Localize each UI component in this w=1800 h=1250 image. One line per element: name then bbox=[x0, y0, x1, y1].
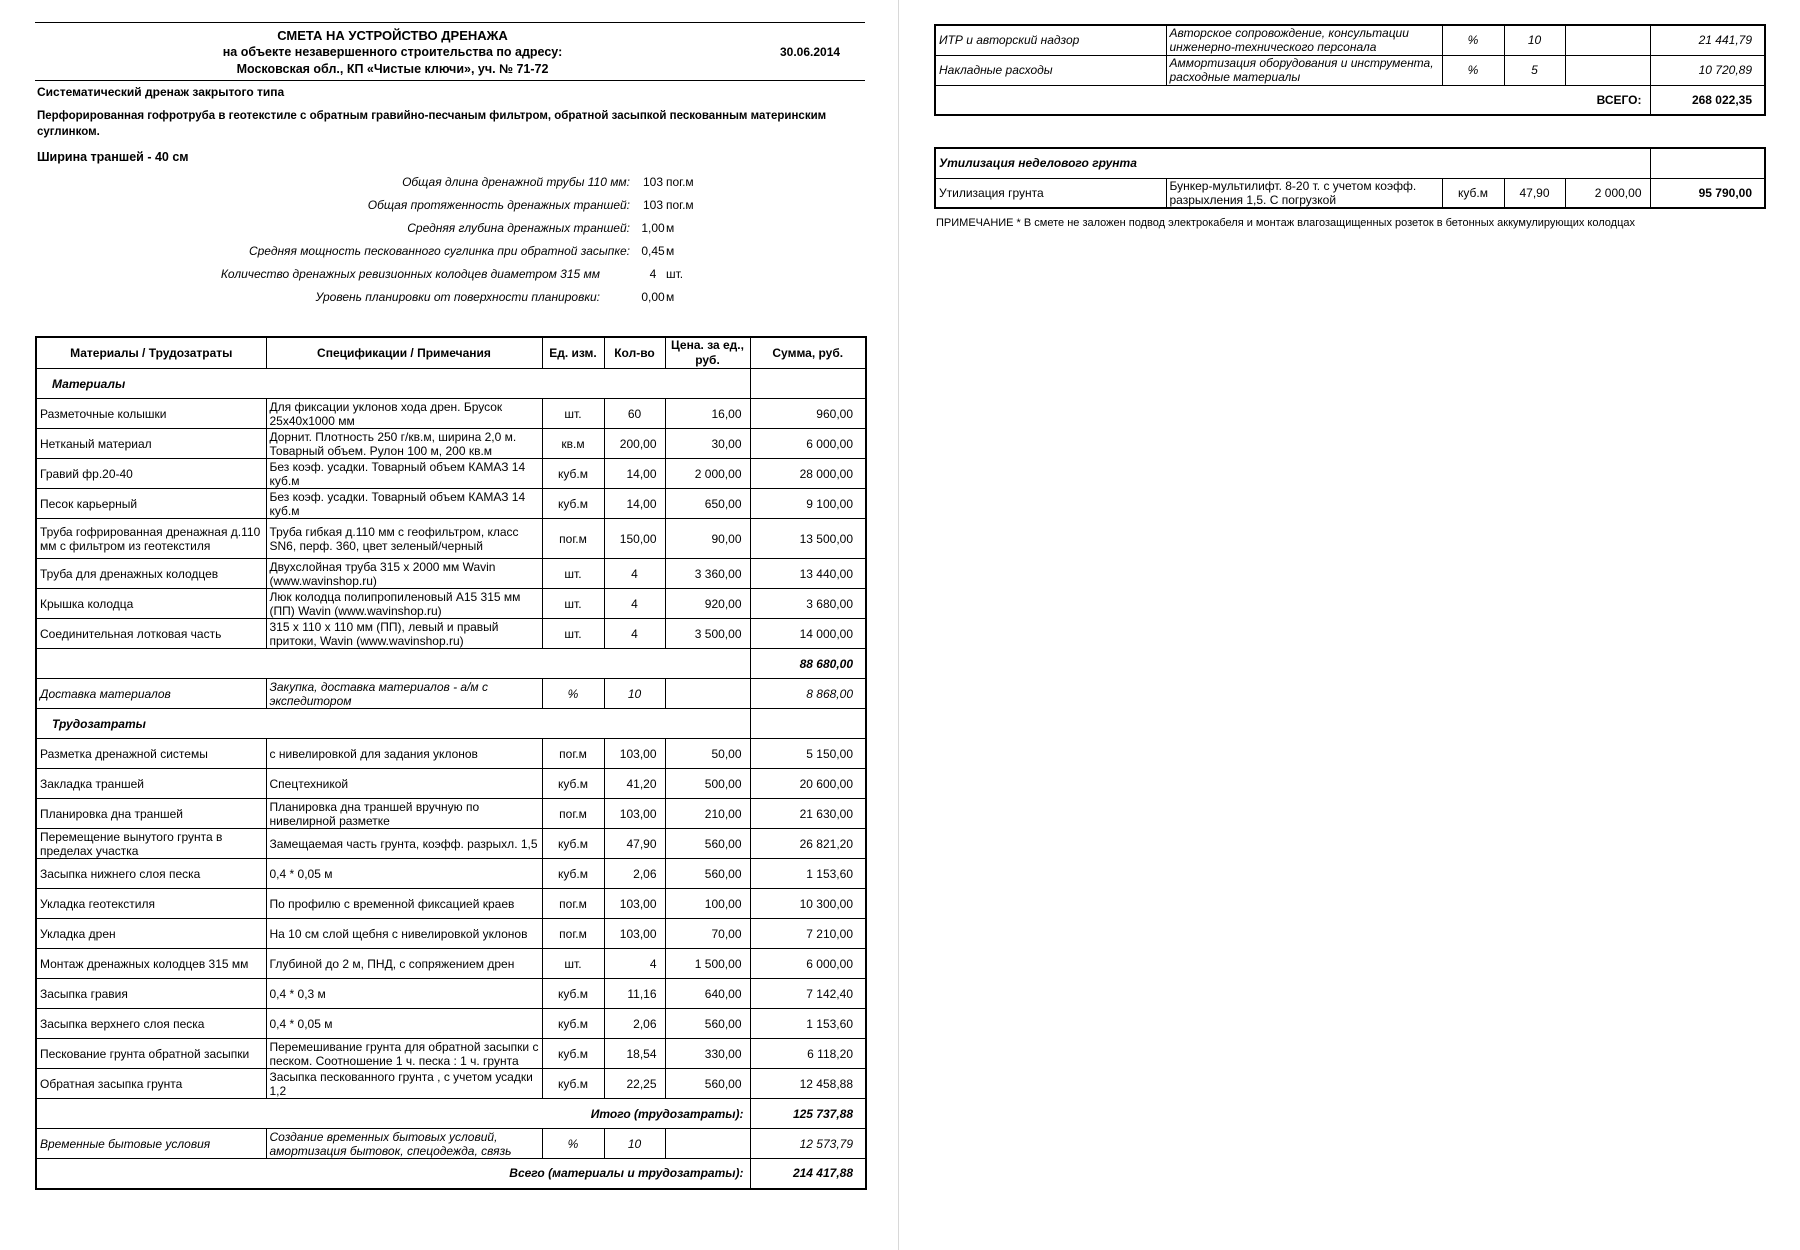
doc-address: Московская обл., КП «Чистые ключи», уч. № 71-72 bbox=[236, 62, 549, 76]
table-row bbox=[935, 55, 1765, 85]
table-row bbox=[36, 399, 866, 429]
item-name: Укладка дрен bbox=[36, 919, 266, 949]
table-row bbox=[36, 889, 866, 919]
item-qty: 22,25 bbox=[604, 1069, 665, 1099]
item-price: 560,00 bbox=[665, 1069, 750, 1099]
item-price: 100,00 bbox=[665, 889, 750, 919]
item-name: Закладка траншей bbox=[36, 769, 266, 799]
item-sum: 6 118,20 bbox=[750, 1039, 866, 1069]
item-unit: куб.м bbox=[542, 769, 604, 799]
item-qty: 103,00 bbox=[604, 889, 665, 919]
item-spec: 0,4 * 0,05 м bbox=[266, 859, 542, 889]
item-unit: % bbox=[1442, 55, 1504, 85]
section-row-materials bbox=[36, 369, 866, 399]
item-price: 30,00 bbox=[665, 429, 750, 459]
labor-total-label: Итого (трудозатраты): bbox=[36, 1099, 750, 1129]
item-name: Временные бытовые условия bbox=[36, 1129, 266, 1159]
table-row bbox=[36, 489, 866, 519]
item-qty: 47,90 bbox=[604, 829, 665, 859]
table-row bbox=[36, 859, 866, 889]
item-sum: 20 600,00 bbox=[750, 769, 866, 799]
temp-conditions-row bbox=[36, 1129, 866, 1159]
item-sum: 6 000,00 bbox=[750, 949, 866, 979]
param-label: Количество дренажных ревизионных колодцев диаметром 315 мм bbox=[220, 267, 600, 281]
param-row bbox=[35, 241, 630, 261]
item-sum: 960,00 bbox=[750, 399, 866, 429]
item-qty: 41,20 bbox=[604, 769, 665, 799]
table-row bbox=[36, 429, 866, 459]
item-name: Труба гофрированная дренажная д.110 мм с фильтром из геотекстиля bbox=[36, 519, 266, 559]
overhead-table bbox=[934, 24, 1766, 116]
item-unit: куб.м bbox=[542, 459, 604, 489]
item-price: 90,00 bbox=[665, 519, 750, 559]
table-row bbox=[36, 769, 866, 799]
item-name: Гравий фр.20-40 bbox=[36, 459, 266, 489]
item-qty: 47,90 bbox=[1504, 178, 1565, 208]
item-unit: шт. bbox=[542, 399, 604, 429]
item-sum: 28 000,00 bbox=[750, 459, 866, 489]
item-price: 560,00 bbox=[665, 1009, 750, 1039]
item-spec: Без коэф. усадки. Товарный объем КАМАЗ 14 куб.м bbox=[266, 459, 542, 489]
item-spec: Дорнит. Плотность 250 г/кв.м, ширина 2,0 м. Товарный объем. Рулон 100 м, 200 кв.м bbox=[266, 429, 542, 459]
estimate-page-1 bbox=[0, 0, 899, 1250]
col-header-item: Материалы / Трудозатраты bbox=[36, 337, 266, 369]
table-row bbox=[36, 1069, 866, 1099]
item-sum: 21 630,00 bbox=[750, 799, 866, 829]
item-spec: Замещаемая часть грунта, коэфф. разрыхл. 1,5 bbox=[266, 829, 542, 859]
param-label: Общая протяженность дренажных траншей: bbox=[367, 198, 630, 212]
item-sum: 3 680,00 bbox=[750, 589, 866, 619]
item-spec: По профилю с временной фиксацией краев bbox=[266, 889, 542, 919]
item-unit: куб.м bbox=[542, 489, 604, 519]
item-spec: Люк колодца полипропиленовый А15 315 мм (ПП) Wavin (www.wavinshop.ru) bbox=[266, 589, 542, 619]
labor-total-row bbox=[36, 1099, 866, 1129]
empty-cell bbox=[1650, 148, 1765, 178]
item-sum: 7 210,00 bbox=[750, 919, 866, 949]
item-unit: шт. bbox=[542, 589, 604, 619]
item-price: 640,00 bbox=[665, 979, 750, 1009]
item-unit: пог.м bbox=[542, 519, 604, 559]
item-unit: % bbox=[542, 679, 604, 709]
item-sum: 95 790,00 bbox=[1650, 178, 1765, 208]
overall-total: 268 022,35 bbox=[1650, 85, 1765, 115]
param-label: Уровень планировки от поверхности планировки: bbox=[315, 290, 600, 304]
col-header-qty: Кол-во bbox=[604, 337, 665, 369]
item-spec: Двухслойная труба 315 х 2000 мм Wavin (www.wavinshop.ru) bbox=[266, 559, 542, 589]
param-row bbox=[35, 264, 600, 284]
item-name: ИТР и авторский надзор bbox=[935, 25, 1166, 55]
item-qty: 103,00 bbox=[604, 739, 665, 769]
item-spec: Спецтехникой bbox=[266, 769, 542, 799]
item-qty: 4 bbox=[604, 949, 665, 979]
item-unit: пог.м bbox=[542, 739, 604, 769]
col-header-spec: Спецификации / Примечания bbox=[266, 337, 542, 369]
param-value: 1,00 bbox=[641, 221, 665, 235]
item-name: Перемещение вынутого грунта в пределах участка bbox=[36, 829, 266, 859]
item-qty: 10 bbox=[604, 679, 665, 709]
item-sum: 21 441,79 bbox=[1650, 25, 1765, 55]
item-spec: Закупка, доставка материалов - а/м с экспедитором bbox=[266, 679, 542, 709]
item-name: Планировка дна траншей bbox=[36, 799, 266, 829]
materials-total: 88 680,00 bbox=[750, 649, 866, 679]
item-qty: 10 bbox=[604, 1129, 665, 1159]
item-unit: пог.м bbox=[542, 919, 604, 949]
empty-cell bbox=[665, 1129, 750, 1159]
item-sum: 1 153,60 bbox=[750, 859, 866, 889]
param-unit: пог.м bbox=[666, 175, 694, 189]
param-unit: м bbox=[666, 244, 675, 258]
disposal-table bbox=[934, 147, 1766, 209]
item-unit: пог.м bbox=[542, 889, 604, 919]
delivery-row bbox=[36, 679, 866, 709]
empty-cell bbox=[750, 709, 866, 739]
item-qty: 4 bbox=[604, 619, 665, 649]
param-value: 0,45 bbox=[641, 244, 665, 258]
header-top-rule bbox=[35, 22, 865, 23]
item-sum: 10 300,00 bbox=[750, 889, 866, 919]
empty-cell bbox=[36, 649, 750, 679]
item-qty: 10 bbox=[1504, 25, 1565, 55]
param-unit: м bbox=[666, 290, 675, 304]
item-name: Нетканый материал bbox=[36, 429, 266, 459]
item-unit: кв.м bbox=[542, 429, 604, 459]
param-value: 103 bbox=[642, 175, 664, 189]
empty-cell bbox=[1565, 55, 1650, 85]
grand-total-row bbox=[36, 1159, 866, 1189]
item-qty: 2,06 bbox=[604, 1009, 665, 1039]
header-bottom-rule bbox=[35, 80, 865, 81]
item-name: Засыпка гравия bbox=[36, 979, 266, 1009]
param-unit: пог.м bbox=[666, 198, 694, 212]
item-price: 560,00 bbox=[665, 829, 750, 859]
section-title: Трудозатраты bbox=[36, 709, 750, 739]
item-spec: 315 х 110 х 110 мм (ПП), левый и правый притоки, Wavin (www.wavinshop.ru) bbox=[266, 619, 542, 649]
item-spec: Бункер-мультилифт. 8-20 т. с учетом коэфф. разрыхления 1,5. С погрузкой bbox=[1166, 178, 1442, 208]
param-label: Общая длина дренажной трубы 110 мм: bbox=[402, 175, 630, 189]
table-row bbox=[36, 739, 866, 769]
item-spec: Для фиксации уклонов хода дрен. Брусок 25х40х1000 мм bbox=[266, 399, 542, 429]
section-row-labor bbox=[36, 709, 866, 739]
item-sum: 7 142,40 bbox=[750, 979, 866, 1009]
item-name: Обратная засыпка грунта bbox=[36, 1069, 266, 1099]
item-price: 3 500,00 bbox=[665, 619, 750, 649]
param-row bbox=[35, 287, 600, 307]
doc-title: СМЕТА НА УСТРОЙСТВО ДРЕНАЖА bbox=[277, 28, 508, 43]
item-unit: шт. bbox=[542, 949, 604, 979]
item-unit: шт. bbox=[542, 559, 604, 589]
item-price: 3 360,00 bbox=[665, 559, 750, 589]
doc-date: 30.06.2014 bbox=[780, 45, 841, 59]
item-price: 920,00 bbox=[665, 589, 750, 619]
item-qty: 4 bbox=[604, 559, 665, 589]
item-name: Доставка материалов bbox=[36, 679, 266, 709]
table-row bbox=[36, 949, 866, 979]
item-qty: 14,00 bbox=[604, 459, 665, 489]
table-row bbox=[36, 919, 866, 949]
param-unit: м bbox=[666, 221, 675, 235]
item-spec: с нивелировкой для задания уклонов bbox=[266, 739, 542, 769]
table-row bbox=[36, 1039, 866, 1069]
item-sum: 1 153,60 bbox=[750, 1009, 866, 1039]
param-row bbox=[35, 172, 630, 192]
param-label: Средняя глубина дренажных траншей: bbox=[407, 221, 630, 235]
empty-cell bbox=[665, 679, 750, 709]
materials-total-row bbox=[36, 649, 866, 679]
table-row bbox=[36, 979, 866, 1009]
item-spec: Труба гибкая д.110 мм с геофильтром, класс SN6, перф. 360, цвет зеленый/черный bbox=[266, 519, 542, 559]
item-qty: 103,00 bbox=[604, 799, 665, 829]
item-name: Засыпка нижнего слоя песка bbox=[36, 859, 266, 889]
item-unit: шт. bbox=[542, 619, 604, 649]
item-spec: Перемешивание грунта для обратной засыпки с песком. Соотношение 1 ч. песка : 1 ч. грунта bbox=[266, 1039, 542, 1069]
doc-subtitle: на объекте незавершенного строительства по адресу: bbox=[222, 45, 563, 59]
item-unit: куб.м bbox=[542, 1009, 604, 1039]
estimate-table bbox=[35, 336, 867, 1190]
col-header-sum: Сумма, руб. bbox=[750, 337, 866, 369]
table-row bbox=[36, 519, 866, 559]
item-price: 2 000,00 bbox=[1565, 178, 1650, 208]
item-unit: куб.м bbox=[542, 829, 604, 859]
item-price: 16,00 bbox=[665, 399, 750, 429]
item-name: Пескование грунта обратной засыпки bbox=[36, 1039, 266, 1069]
overall-total-row bbox=[935, 85, 1765, 115]
param-label: Средняя мощность пескованного суглинка при обратной засыпке: bbox=[248, 244, 630, 258]
item-spec: Планировка дна траншей вручную по нивелирной разметке bbox=[266, 799, 542, 829]
table-row bbox=[36, 559, 866, 589]
item-price: 1 500,00 bbox=[665, 949, 750, 979]
item-spec: Глубиной до 2 м, ПНД, с сопряжением дрен bbox=[266, 949, 542, 979]
item-spec: Авторское сопровождение, консультации инженерно-технического персонала bbox=[1166, 25, 1442, 55]
item-qty: 200,00 bbox=[604, 429, 665, 459]
param-row bbox=[35, 218, 630, 238]
table-row bbox=[36, 619, 866, 649]
empty-cell bbox=[750, 369, 866, 399]
estimate-page-2 bbox=[899, 0, 1800, 1250]
section-title: Утилизация неделового грунта bbox=[935, 148, 1650, 178]
item-unit: пог.м bbox=[542, 799, 604, 829]
item-sum: 10 720,89 bbox=[1650, 55, 1765, 85]
system-description: Перфорированная гофротруба в геотекстиле с обратным гравийно-песчаным фильтром, обратной засыпкой пескованным материнским суглинком. bbox=[37, 110, 827, 138]
table-row bbox=[935, 25, 1765, 55]
trench-width: Ширина траншей - 40 см bbox=[37, 150, 189, 164]
grand-total: 214 417,88 bbox=[750, 1159, 866, 1189]
table-row bbox=[935, 178, 1765, 208]
grand-total-label: Всего (материалы и трудозатраты): bbox=[36, 1159, 750, 1189]
item-name: Песок карьерный bbox=[36, 489, 266, 519]
param-value: 103 bbox=[642, 198, 664, 212]
item-unit: % bbox=[1442, 25, 1504, 55]
item-name: Разметка дренажной системы bbox=[36, 739, 266, 769]
table-header-row bbox=[36, 337, 866, 369]
labor-total: 125 737,88 bbox=[750, 1099, 866, 1129]
item-price: 2 000,00 bbox=[665, 459, 750, 489]
item-name: Труба для дренажных колодцев bbox=[36, 559, 266, 589]
item-qty: 103,00 bbox=[604, 919, 665, 949]
item-sum: 14 000,00 bbox=[750, 619, 866, 649]
param-value: 0,00 bbox=[641, 290, 665, 304]
item-name: Засыпка верхнего слоя песка bbox=[36, 1009, 266, 1039]
item-spec: На 10 см слой щебня с нивелировкой уклонов bbox=[266, 919, 542, 949]
note-text: ПРИМЕЧАНИЕ * В смете не заложен подвод электрокабеля и монтаж влагозащищенных розеток в бетонных аккумулирующих колодцах bbox=[936, 217, 1635, 229]
table-row bbox=[36, 829, 866, 859]
table-row bbox=[36, 799, 866, 829]
item-qty: 11,16 bbox=[604, 979, 665, 1009]
table-row bbox=[36, 1009, 866, 1039]
empty-cell bbox=[1565, 25, 1650, 55]
item-sum: 9 100,00 bbox=[750, 489, 866, 519]
item-price: 650,00 bbox=[665, 489, 750, 519]
item-spec: 0,4 * 0,05 м bbox=[266, 1009, 542, 1039]
param-unit: шт. bbox=[666, 267, 684, 281]
item-price: 210,00 bbox=[665, 799, 750, 829]
item-name: Укладка геотекстиля bbox=[36, 889, 266, 919]
item-sum: 12 458,88 bbox=[750, 1069, 866, 1099]
item-spec: Аммортизация оборудования и инструмента, расходные материалы bbox=[1166, 55, 1442, 85]
col-header-price: Цена. за ед., руб. bbox=[665, 337, 750, 369]
item-unit: % bbox=[542, 1129, 604, 1159]
section-title: Материалы bbox=[36, 369, 750, 399]
system-type: Систематический дренаж закрытого типа bbox=[37, 85, 285, 99]
item-name: Разметочные колышки bbox=[36, 399, 266, 429]
item-name: Монтаж дренажных колодцев 315 мм bbox=[36, 949, 266, 979]
item-qty: 5 bbox=[1504, 55, 1565, 85]
item-name: Крышка колодца bbox=[36, 589, 266, 619]
item-name: Утилизация грунта bbox=[935, 178, 1166, 208]
item-price: 330,00 bbox=[665, 1039, 750, 1069]
item-qty: 4 bbox=[604, 589, 665, 619]
item-sum: 12 573,79 bbox=[750, 1129, 866, 1159]
item-name: Накладные расходы bbox=[935, 55, 1166, 85]
item-name: Соединительная лотковая часть bbox=[36, 619, 266, 649]
item-price: 50,00 bbox=[665, 739, 750, 769]
item-sum: 26 821,20 bbox=[750, 829, 866, 859]
table-row bbox=[36, 589, 866, 619]
item-unit: куб.м bbox=[1442, 178, 1504, 208]
item-sum: 5 150,00 bbox=[750, 739, 866, 769]
item-unit: куб.м bbox=[542, 979, 604, 1009]
param-row bbox=[35, 195, 630, 215]
item-unit: куб.м bbox=[542, 859, 604, 889]
item-unit: куб.м bbox=[542, 1039, 604, 1069]
table-row bbox=[36, 459, 866, 489]
item-spec: Создание временных бытовых условий, амортизация бытовок, спецодежда, связь bbox=[266, 1129, 542, 1159]
item-qty: 14,00 bbox=[604, 489, 665, 519]
item-qty: 60 bbox=[604, 399, 665, 429]
item-spec: 0,4 * 0,3 м bbox=[266, 979, 542, 1009]
section-row-disposal bbox=[935, 148, 1765, 178]
item-qty: 150,00 bbox=[604, 519, 665, 559]
overall-total-label: ВСЕГО: bbox=[935, 85, 1650, 115]
item-sum: 13 440,00 bbox=[750, 559, 866, 589]
item-spec: Без коэф. усадки. Товарный объем КАМАЗ 14 куб.м bbox=[266, 489, 542, 519]
item-sum: 6 000,00 bbox=[750, 429, 866, 459]
col-header-unit: Ед. изм. bbox=[542, 337, 604, 369]
item-spec: Засыпка пескованного грунта , с учетом усадки 1,2 bbox=[266, 1069, 542, 1099]
item-qty: 18,54 bbox=[604, 1039, 665, 1069]
item-sum: 8 868,00 bbox=[750, 679, 866, 709]
item-price: 70,00 bbox=[665, 919, 750, 949]
item-unit: куб.м bbox=[542, 1069, 604, 1099]
param-value: 4 bbox=[649, 267, 657, 281]
item-price: 500,00 bbox=[665, 769, 750, 799]
item-qty: 2,06 bbox=[604, 859, 665, 889]
item-price: 560,00 bbox=[665, 859, 750, 889]
item-sum: 13 500,00 bbox=[750, 519, 866, 559]
